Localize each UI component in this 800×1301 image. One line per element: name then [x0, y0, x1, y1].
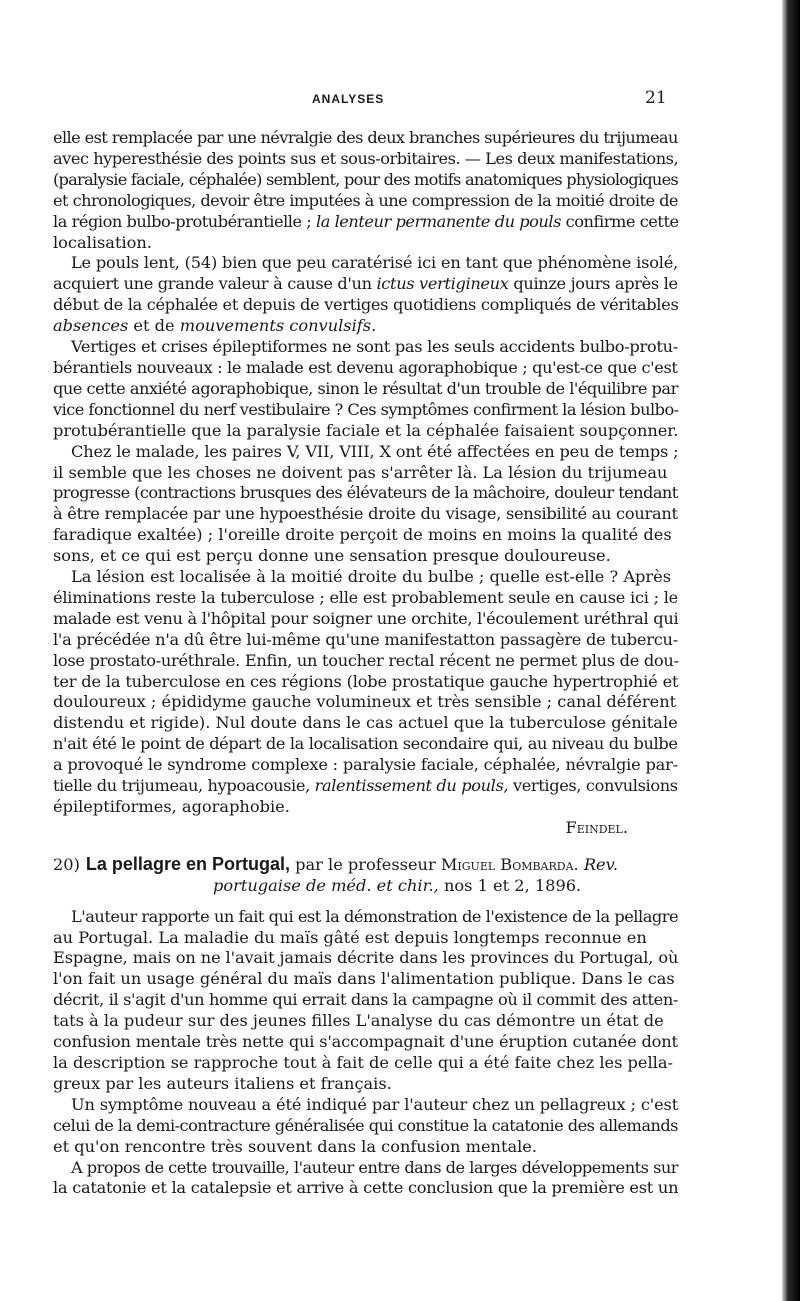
text-line: éliminations reste la tuberculose ; elle est probablement seule en cause ici ; le	[53, 587, 678, 607]
text-line: greux par les auteurs italiens et français.	[53, 1073, 392, 1093]
text-line: progresse (contractions brusques des élévateurs de la mâchoire, douleur tendant	[53, 483, 678, 503]
text-line: confusion mentale très nette qui s'accompagnait d'une éruption cutanée dont	[53, 1032, 678, 1052]
text-run: quinze jours après le	[508, 274, 678, 294]
text-line: avec hyperesthésie des points sus et sous-orbitaires. — Les deux manifestations,	[53, 148, 679, 168]
article-issue: nos 1 et 2, 1896.	[438, 875, 582, 895]
paragraph	[53, 253, 678, 337]
article-title: La pellagre en Portugal,	[85, 853, 290, 874]
text-line: Un symptôme nouveau a été indiqué par l'auteur chez un pellagreux ; c'est	[71, 1094, 679, 1114]
italic-run: la lenteur permanente du pouls	[315, 211, 561, 231]
text-line: Chez le malade, les paires V, VII, VIII, X ont été affectées en peu de temps ;	[71, 441, 679, 461]
text-run: et de	[128, 316, 180, 336]
text-line	[53, 776, 678, 797]
text-line: il semble que les choses ne doivent pas s'arrêter là. La lésion du trijumeau	[53, 462, 668, 482]
text-line: la description se rapproche tout à fait de celle qui a été faite chez les pella-	[53, 1052, 673, 1072]
text-line: et qu'on rencontre très souvent dans la confusion mentale.	[53, 1136, 538, 1156]
text-line: elle est remplacée par une névralgie des deux branches supérieures du trijumeau	[53, 128, 678, 147]
text-line	[53, 316, 678, 337]
body-text	[53, 128, 678, 1199]
text-line: l'on fait un usage général du maïs dans l'alimentation publique. Dans le cas	[53, 969, 675, 989]
italic-run: ralentissement du pouls,	[314, 776, 509, 796]
paragraph	[53, 337, 678, 442]
article-rev: Rev.	[578, 854, 618, 874]
text-line: que cette anxiété agoraphobique, sinon le résultat d'un trouble de l'équilibre par	[53, 378, 678, 398]
text-run: confirme cette	[560, 211, 679, 231]
italic-run: mouvements convulsifs.	[179, 316, 377, 336]
text-run: la région bulbo-protubérantielle ;	[53, 211, 316, 231]
italic-run: ictus vertigineux	[376, 274, 509, 294]
text-line: sons, et ce qui est perçu donne une sensation presque douloureuse.	[53, 546, 611, 566]
text-line: ter de la tuberculose en ces régions (lobe prostatique gauche hypertrophié et	[53, 671, 679, 691]
article-journal: portugaise de méd. et chir.,	[213, 875, 439, 895]
scan-edge-shadow	[782, 0, 800, 1301]
text-line: décrit, il s'agit d'un homme qui errait dans la campagne où il commit des atten-	[53, 990, 679, 1010]
text-line: douloureux ; épididyme gauche volumineux et très sensible ; canal déférent	[53, 692, 677, 712]
paragraph	[53, 442, 678, 567]
text-line: Vertiges et crises épileptiformes ne sont pas les seuls accidents bulbo-protu-	[71, 337, 678, 357]
article-author: Miguel Bombarda.	[440, 854, 579, 874]
text-run: vertiges, convulsions	[508, 776, 678, 796]
running-title: ANALYSES	[312, 92, 385, 106]
author-signature: Feindel.	[565, 817, 628, 837]
text-line: et chronologiques, devoir être imputées à une compression de la moitié droite de	[53, 190, 678, 210]
text-line: Le pouls lent, (54) bien que peu caratérisé ici en tant que phénomène isolé,	[71, 253, 679, 273]
text-line: celui de la demi-contracture généralisée qui constitue la catatonie des allemands	[53, 1115, 678, 1135]
text-line: L'auteur rapporte un fait qui est la démonstration de l'existence de la pellagre	[71, 906, 679, 926]
text-line: faradique exaltée) ; l'oreille droite perçoit de moins en moins la qualité des	[53, 525, 672, 545]
running-head	[0, 88, 782, 112]
article-heading	[53, 854, 678, 897]
text-line: (paralysie faciale, céphalée) semblent, pour des motifs anatomiques physiologiques	[53, 169, 678, 189]
text-line: protubérantielle que la paralysie faciale et la céphalée faisaient soupçonner.	[53, 420, 679, 440]
text-run: acquiert une grande valeur à cause d'un	[53, 274, 377, 294]
text-line: distendu et rigide). Nul doute dans le cas actuel que la tuberculose génitale	[53, 713, 678, 733]
text-line: vice fonctionnel du nerf vestibulaire ? Ces symptômes confirment la lésion bulbo-	[53, 399, 679, 419]
paragraph	[53, 1095, 678, 1158]
text-line: n'ait été le point de départ de la localisation secondaire qui, au niveau du bulbe	[53, 734, 678, 754]
paragraph	[53, 567, 678, 818]
text-line: A propos de cette trouvaille, l'auteur entre dans de larges développements sur	[71, 1157, 679, 1177]
text-line: bérantiels nouveaux : le malade est devenu agoraphobique ; qu'est-ce que c'est	[53, 357, 678, 377]
text-line	[53, 274, 678, 295]
text-line: tats à la pudeur sur des jeunes filles L'analyse du cas démontre un état de	[53, 1011, 664, 1031]
article-heading-line	[53, 876, 678, 897]
article-heading-line	[53, 854, 678, 876]
article-by: par le professeur	[289, 854, 441, 874]
text-line	[53, 212, 678, 233]
text-line: au Portugal. La maladie du maïs gâté est depuis longtemps reconnue en	[53, 927, 647, 947]
text-line: a provoqué le syndrome complexe : paralysie faciale, céphalée, névralgie par-	[53, 755, 678, 775]
page-number: 21	[645, 88, 667, 108]
article-number: 20)	[53, 854, 80, 874]
text-run: tielle du trijumeau, hypoacousie,	[53, 776, 315, 796]
text-line: à être remplacée par une hypoesthésie droite du visage, sensibilité au courant	[53, 504, 678, 524]
paragraph	[53, 907, 678, 1095]
text-line: Espagne, mais on ne l'avait jamais décrite dans les provinces du Portugal, où	[53, 948, 679, 968]
text-line: épileptiformes, agoraphobie.	[53, 797, 290, 816]
text-line: lose prostato-uréthrale. Enfin, un toucher rectal récent ne permet plus de dou-	[53, 650, 679, 670]
paragraph	[53, 1158, 678, 1200]
text-line: l'a précédée n'a dû être lui-même qu'une manifestatton passagère de tubercu-	[53, 629, 678, 649]
text-line: localisation.	[53, 232, 152, 252]
text-line: début de la céphalée et depuis de vertiges quotidiens compliqués de véritables	[53, 295, 679, 315]
text-line: malade est venu à l'hôpital pour soigner une orchite, l'écoulement uréthral qui	[53, 608, 679, 628]
italic-run: absences	[53, 316, 129, 336]
text-line: la catatonie et la catalepsie et arrive à cette conclusion que la première est un	[53, 1178, 679, 1198]
text-line: La lésion est localisée à la moitié droite du bulbe ; quelle est-elle ? Après	[71, 567, 672, 587]
paragraph	[53, 128, 678, 253]
